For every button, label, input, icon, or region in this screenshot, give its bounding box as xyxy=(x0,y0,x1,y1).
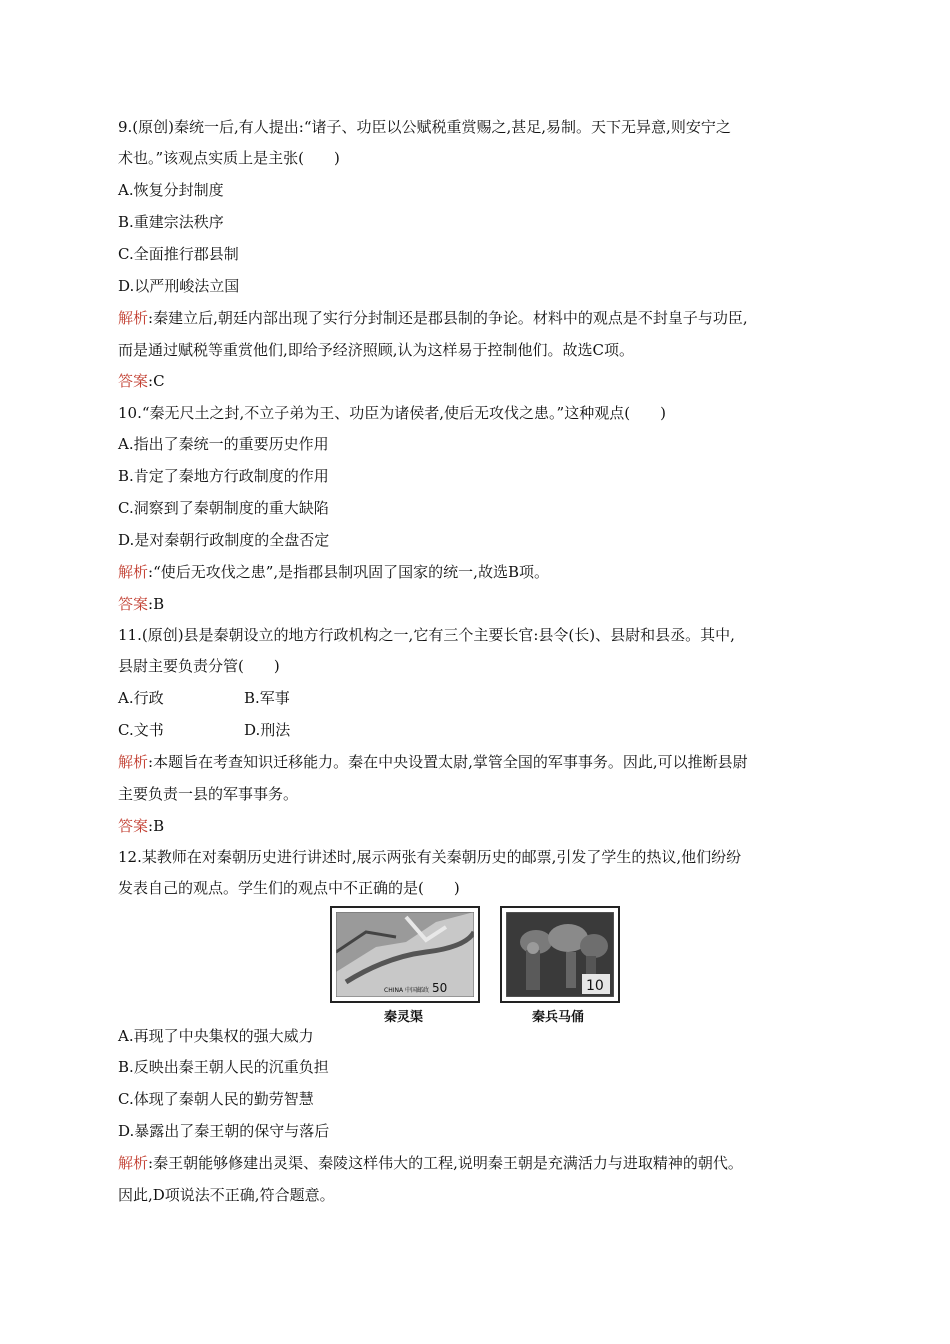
q11-options-row1 xyxy=(118,688,164,708)
q11-analysis-line2: 主要负责一县的军事事务。 xyxy=(118,785,299,803)
analysis-label: 解析 xyxy=(118,1154,149,1172)
q9-option-c: C.全面推行郡县制 xyxy=(118,245,239,263)
q12-option-c: C.体现了秦朝人民的勤劳智慧 xyxy=(118,1090,314,1108)
q12-option-d: D.暴露出了秦王朝的保守与落后 xyxy=(118,1122,330,1140)
q11-answer xyxy=(118,816,164,836)
answer-value: :B xyxy=(148,817,165,835)
stamps-figure xyxy=(330,906,620,1026)
q10-answer xyxy=(118,594,164,614)
q12-analysis-line1 xyxy=(118,1153,743,1173)
answer-label: 答案 xyxy=(118,372,149,390)
analysis-label: 解析 xyxy=(118,309,149,327)
stamp2-caption: 秦兵马俑 xyxy=(532,1010,585,1025)
analysis-text: :本题旨在考查知识迁移能力。秦在中央设置太尉,掌管全国的军事事务。因此,可以推断县尉 xyxy=(148,753,748,771)
q11-stem-line1: 11.(原创)县是秦朝设立的地方行政机构之一,它有三个主要长官:县令(长)、县尉和县丞。其中, xyxy=(118,626,735,644)
analysis-label: 解析 xyxy=(118,563,149,581)
q12-analysis-line2: 因此,D项说法不正确,符合题意。 xyxy=(118,1186,335,1204)
q9-stem-line2: 术也。”该观点实质上是主张( ) xyxy=(118,149,340,167)
analysis-text: :“使后无攻伐之患”,是指郡县制巩固了国家的统一,故选B项。 xyxy=(148,563,549,581)
answer-label: 答案 xyxy=(118,817,149,835)
q10-analysis-line1 xyxy=(118,562,549,582)
q12-option-b: B.反映出秦王朝人民的沉重负担 xyxy=(118,1058,329,1076)
q9-option-a: A.恢复分封制度 xyxy=(118,181,224,199)
q9-stem-line1: 9.(原创)秦统一后,有人提出:“诸子、功臣以公赋税重赏赐之,甚足,易制。天下无异意,则安宁之 xyxy=(118,118,731,136)
q12-option-a: A.再现了中央集权的强大威力 xyxy=(118,1027,314,1045)
q11-option-d: D.刑法 xyxy=(244,721,291,739)
q10-option-a: A.指出了秦统一的重要历史作用 xyxy=(118,435,329,453)
analysis-text: :秦王朝能够修建出灵渠、秦陵这样伟大的工程,说明秦王朝是充满活力与进取精神的朝代。 xyxy=(148,1154,743,1172)
q11-option-b: B.军事 xyxy=(244,689,290,707)
q12-stem-line2: 发表自己的观点。学生们的观点中不正确的是( ) xyxy=(118,879,460,897)
q10-stem-line1: 10.“秦无尺土之封,不立子弟为王、功臣为诸侯者,使后无攻伐之患。”这种观点( ) xyxy=(118,404,666,422)
stamp-lingqu xyxy=(330,906,480,1003)
answer-value: :B xyxy=(148,595,165,613)
q10-option-d: D.是对秦朝行政制度的全盘否定 xyxy=(118,531,330,549)
stamp1-country: CHINA 中国邮政 xyxy=(384,987,429,994)
terracotta-illustration xyxy=(506,912,614,997)
q11-option-c: C.文书 xyxy=(118,721,164,739)
stamp2-value: 10 xyxy=(586,978,604,994)
q10-option-b: B.肯定了秦地方行政制度的作用 xyxy=(118,467,329,485)
q9-analysis-line1 xyxy=(118,308,748,328)
q11-stem-line2: 县尉主要负责分管( ) xyxy=(118,657,280,675)
stamp-lingqu-image xyxy=(336,912,474,997)
stamp-terracotta-image xyxy=(506,912,614,997)
q12-stem-line1: 12.某教师在对秦朝历史进行讲述时,展示两张有关秦朝历史的邮票,引发了学生的热议,他们纷纷 xyxy=(118,848,742,866)
q9-option-b: B.重建宗法秩序 xyxy=(118,213,224,231)
analysis-label: 解析 xyxy=(118,753,149,771)
stamp-terracotta xyxy=(500,906,620,1003)
q10-option-c: C.洞察到了秦朝制度的重大缺陷 xyxy=(118,499,329,517)
q11-analysis-line1 xyxy=(118,752,748,772)
canal-illustration xyxy=(336,912,474,997)
stamp1-value: 50 xyxy=(432,981,448,995)
q9-answer xyxy=(118,371,165,391)
q9-analysis-line2: 而是通过赋税等重赏他们,即给予经济照顾,认为这样易于控制他们。故选C项。 xyxy=(118,341,635,359)
q9-option-d: D.以严刑峻法立国 xyxy=(118,277,240,295)
analysis-text: :秦建立后,朝廷内部出现了实行分封制还是郡县制的争论。材料中的观点是不封皇子与功臣, xyxy=(148,309,748,327)
answer-label: 答案 xyxy=(118,595,149,613)
stamp1-caption: 秦灵渠 xyxy=(384,1010,424,1025)
answer-value: :C xyxy=(148,372,165,390)
q11-option-a: A.行政 xyxy=(118,689,164,707)
